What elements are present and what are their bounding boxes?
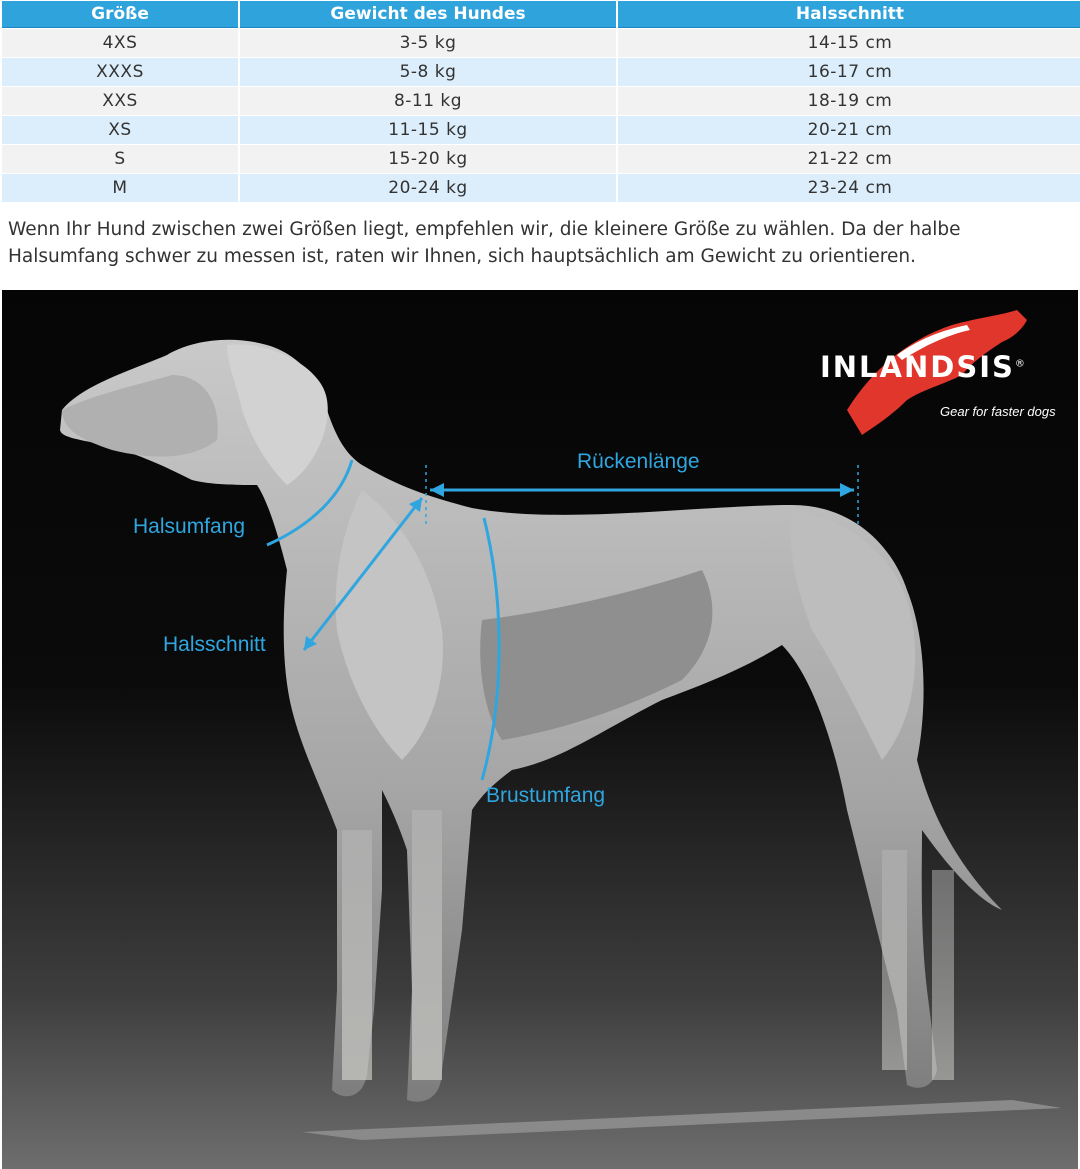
cell-neck-cut: 20-21 cm — [618, 116, 1080, 144]
cell-neck-cut: 23-24 cm — [618, 174, 1080, 202]
cell-neck-cut: 16-17 cm — [618, 58, 1080, 86]
brand-logo — [820, 350, 1027, 384]
floor-slab — [302, 1100, 1062, 1140]
size-table-header — [2, 1, 1080, 28]
cell-size: XXS — [2, 87, 238, 115]
cell-size: XXXS — [2, 58, 238, 86]
hind-leg-right — [932, 870, 954, 1080]
cell-size: M — [2, 174, 238, 202]
chest-circumference-label: Brustumfang — [486, 784, 606, 807]
table-row — [2, 145, 1080, 173]
header-neck-cut: Halsschnitt — [618, 1, 1080, 28]
table-row — [2, 174, 1080, 202]
back-length-label: Rückenlänge — [577, 450, 700, 473]
cell-weight: 15-20 kg — [240, 145, 616, 173]
cell-neck-cut: 14-15 cm — [618, 29, 1080, 57]
cell-size: 4XS — [2, 29, 238, 57]
registered-mark: ® — [1014, 358, 1027, 370]
table-row — [2, 58, 1080, 86]
neck-cut-label: Halsschnitt — [163, 633, 266, 656]
cell-weight: 20-24 kg — [240, 174, 616, 202]
back-length-arrow-right — [840, 483, 854, 497]
size-advice-note: Wenn Ihr Hund zwischen zwei Größen liegt, empfehlen wir, die kleinere Größe zu wählen. Da der halbe Halsumfang schwer zu messen ist, raten wir Ihnen, sich hauptsächlich am Gewicht zu orientieren. — [8, 219, 961, 267]
header-weight: Gewicht des Hundes — [240, 1, 616, 28]
brand-tagline: Gear for faster dogs — [940, 404, 1056, 419]
header-size: Größe — [2, 1, 238, 28]
cell-size: XS — [2, 116, 238, 144]
dog-anatomy-figure — [2, 290, 1078, 1169]
table-row — [2, 29, 1080, 57]
cell-neck-cut: 18-19 cm — [618, 87, 1080, 115]
cell-weight: 11-15 kg — [240, 116, 616, 144]
size-table — [0, 0, 1080, 203]
hind-leg-left — [882, 850, 907, 1070]
table-row — [2, 116, 1080, 144]
cell-weight: 8-11 kg — [240, 87, 616, 115]
dog-measurement-illustration — [2, 290, 1078, 1169]
brand-name: INLANDSIS — [820, 350, 1015, 384]
neck-circumference-label: Halsumfang — [133, 515, 246, 538]
cell-weight: 3-5 kg — [240, 29, 616, 57]
back-length-arrow-left — [430, 483, 444, 497]
table-row — [2, 87, 1080, 115]
cell-neck-cut: 21-22 cm — [618, 145, 1080, 173]
dog-head — [62, 375, 218, 457]
front-leg-right — [412, 810, 442, 1080]
cell-size: S — [2, 145, 238, 173]
cell-weight: 5-8 kg — [240, 58, 616, 86]
front-leg-left — [342, 830, 372, 1080]
